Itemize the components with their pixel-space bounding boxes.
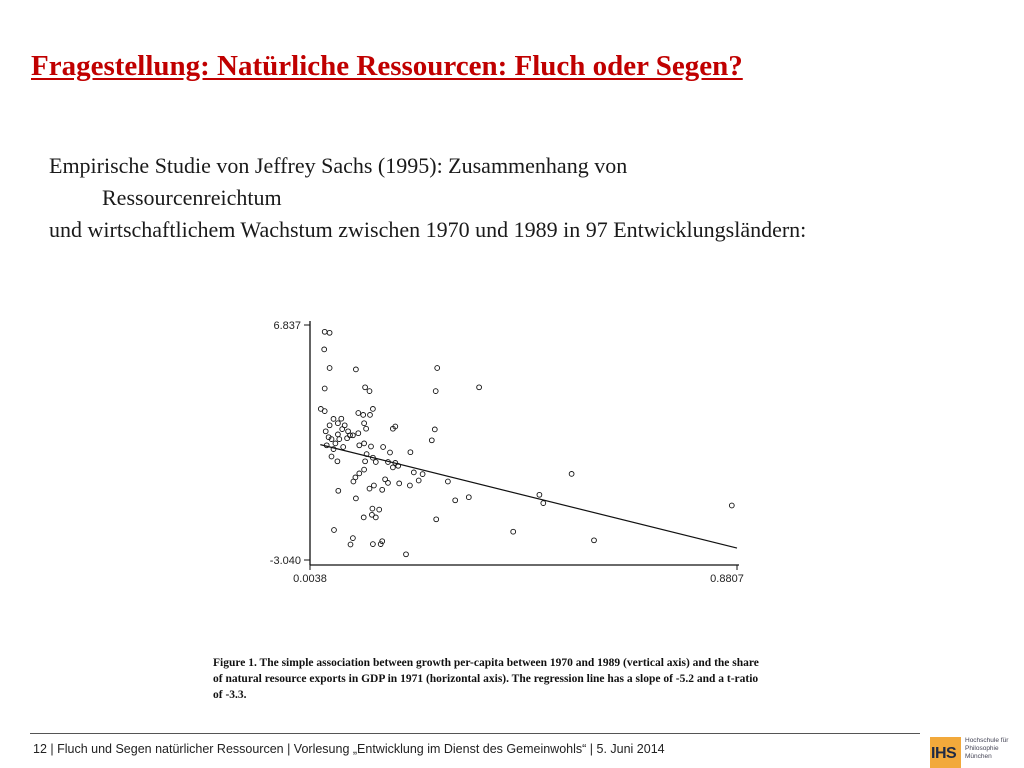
logo-caption-line-3: München [965, 753, 992, 760]
data-point [331, 417, 336, 422]
data-point [357, 443, 362, 448]
data-point [592, 538, 597, 543]
data-point [432, 427, 437, 432]
data-point [362, 421, 367, 426]
data-point [373, 460, 378, 465]
data-point [362, 467, 367, 472]
data-point [361, 413, 366, 418]
data-point [404, 552, 409, 557]
data-point [364, 426, 369, 431]
data-point [340, 427, 345, 432]
scatter-plot [240, 300, 760, 590]
figure-caption: Figure 1. The simple association between growth per-capita between 1970 and 1989 (vertical axis) and the share of natural resource exports in GDP in 1971 (horizontal axis). The regression line has a slope of -5.2 and a t-ratio of -3.3. [213, 657, 759, 701]
data-point [336, 432, 341, 437]
data-point [322, 347, 327, 352]
data-point [362, 441, 367, 446]
slide-title: Fragestellung: Natürliche Ressourcen: Fluch oder Segen? [31, 50, 743, 82]
data-point [361, 515, 366, 520]
data-point [446, 479, 451, 484]
data-point [378, 542, 383, 547]
data-point [335, 459, 340, 464]
data-point [411, 470, 416, 475]
data-point [327, 330, 332, 335]
data-point [367, 389, 372, 394]
logo-caption-line-2: Philosophie [965, 745, 999, 752]
data-point [373, 515, 378, 520]
data-point [380, 487, 385, 492]
data-point [337, 437, 342, 442]
data-point [351, 536, 356, 541]
data-point [397, 481, 402, 486]
data-point [386, 481, 391, 486]
data-point [345, 436, 350, 441]
intro-text [49, 150, 809, 246]
data-point [333, 441, 338, 446]
data-point [408, 450, 413, 455]
data-point [336, 488, 341, 493]
y-tick-label-bottom: -3.040 [269, 555, 301, 567]
data-point [377, 507, 382, 512]
data-point [420, 472, 425, 477]
institution-logo [930, 735, 1024, 768]
data-point [336, 421, 341, 426]
data-point [322, 386, 327, 391]
x-tick-label-left: 0.0038 [293, 573, 327, 585]
data-point [329, 454, 334, 459]
data-point [363, 385, 368, 390]
data-point [354, 367, 359, 372]
data-point [477, 385, 482, 390]
data-point [453, 498, 458, 503]
data-point [357, 471, 362, 476]
data-point [323, 429, 328, 434]
data-point [371, 542, 376, 547]
data-point [391, 465, 396, 470]
data-point [322, 329, 327, 334]
data-point [381, 445, 386, 450]
data-point [380, 539, 385, 544]
intro-line-2: und wirtschaftlichem Wachstum zwischen 1970 und 1989 in 97 Entwicklungsländern: [49, 217, 807, 242]
data-point [367, 486, 372, 491]
logo-caption-line-1: Hochschule für [965, 737, 1009, 744]
data-point [429, 438, 434, 443]
data-point [356, 411, 361, 416]
data-point [348, 542, 353, 547]
data-point [541, 501, 546, 506]
data-point [372, 483, 377, 488]
x-tick-label-right: 0.8807 [710, 573, 744, 585]
data-point [435, 366, 440, 371]
data-point [511, 529, 516, 534]
data-point [388, 450, 393, 455]
data-point [363, 459, 368, 464]
intro-line-1: Empirische Studie von Jeffrey Sachs (1995): Zusammenhang von Ressourcenreichtum [49, 153, 628, 210]
data-point [729, 503, 734, 508]
data-point [341, 445, 346, 450]
data-point [408, 483, 413, 488]
regression-line [320, 445, 737, 548]
data-point [348, 433, 353, 438]
data-point [371, 407, 376, 412]
data-point [369, 444, 374, 449]
data-point [368, 413, 373, 418]
data-point [370, 506, 375, 511]
y-tick-label-top: 6.837 [273, 320, 301, 332]
data-point [433, 389, 438, 394]
data-points [318, 329, 734, 556]
data-point [466, 495, 471, 500]
data-point [332, 528, 337, 533]
data-point [322, 409, 327, 414]
footer-divider [30, 733, 920, 734]
data-point [434, 517, 439, 522]
data-point [354, 496, 359, 501]
data-point [327, 423, 332, 428]
data-point [356, 431, 361, 436]
logo-ihs-text: IHS [931, 745, 957, 762]
footer-text: 12 | Fluch und Segen natürlicher Ressourcen | Vorlesung „Entwicklung im Dienst des Gemeinwohls“ | 5. Juni 2014 [33, 742, 665, 756]
data-point [416, 478, 421, 483]
data-point [351, 479, 356, 484]
data-point [569, 472, 574, 477]
logo-caption [965, 737, 1023, 761]
data-point [537, 492, 542, 497]
data-point [339, 416, 344, 421]
data-point [327, 366, 332, 371]
